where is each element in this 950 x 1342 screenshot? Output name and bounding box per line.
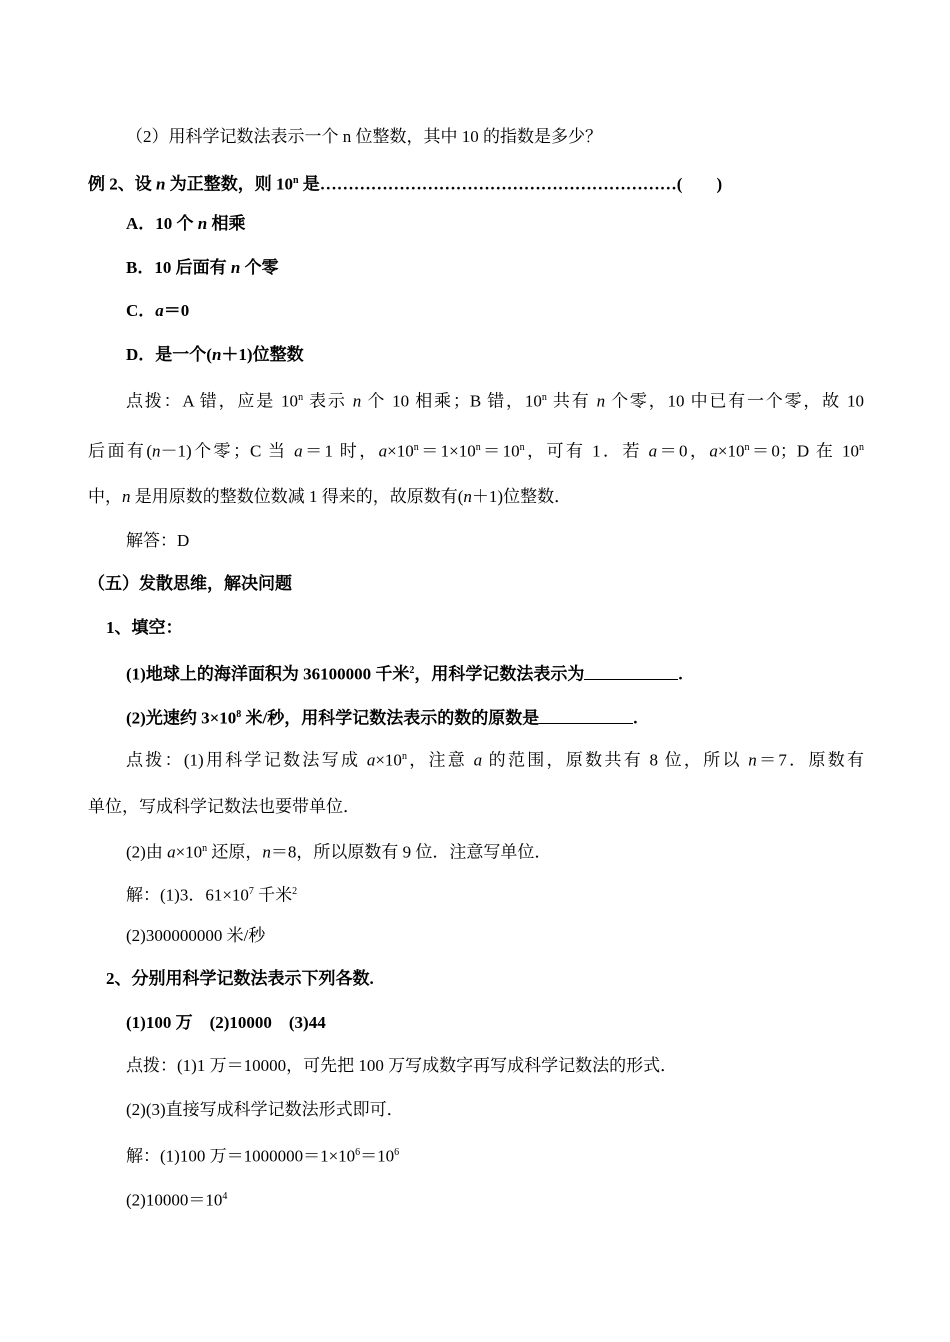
- problem-2-solution-1: 解：(1)100 万$=1000000=1\times 10^6=10^6$: [126, 1146, 400, 1166]
- answer-line: 解答：D: [126, 531, 190, 550]
- problem-2-title: 2、分别用科学记数法表示下列各数.: [106, 969, 374, 988]
- problem-1-solution-2: (2)300000000 米/秒: [126, 926, 266, 945]
- problem-1-title: 1、填空：: [106, 618, 183, 637]
- problem-2-hint-1: 点拨：(1)1 万＝10000，可先把 100 万写成数字再写成科学记数法的形式．: [126, 1056, 678, 1075]
- problem-2-solution-2: $(2)10000=10^4$: [126, 1190, 228, 1210]
- answer-blank[interactable]: [539, 706, 633, 724]
- answer-blank[interactable]: [584, 662, 678, 680]
- question-2-line: （2）用科学记数法表示一个 n 位整数，其中 10 的指数是多少？: [126, 127, 602, 146]
- problem-2-items: (1)100 万 (2)10000 (3)44: [126, 1013, 326, 1032]
- hint-line-3: 中，n 是用原数的整数位数减 1 得来的，故原数有(n＋1)位整数．: [88, 487, 572, 506]
- hint-line-2: 后面有(n－1)个零；C 当 a＝1 时，$a\times 10^n=1\times 10^n=10^n$，可有 1．若 a＝0，$a\times 10^n=0$；D 在 10$^n$: [88, 441, 865, 461]
- problem-1-hint-2: (2)由 $a\times 10^n$ 还原，n＝8，所以原数有 9 位．注意写单位．: [126, 842, 552, 862]
- option-c: C．a＝0: [126, 301, 190, 320]
- option-d: D．是一个(n＋1)位整数: [126, 345, 304, 364]
- example-2-stem: 例 2、设 n 为正整数，则 10$^n$ 是………………………………………………………( ): [88, 174, 723, 194]
- hint-line-1: 点拨：A 错，应是 10$^n$ 表示 n 个 10 相乘；B 错，10$^n$ 共有 n 个零，10 中已有一个零，故 10: [126, 391, 865, 411]
- problem-2-hint-2: (2)(3)直接写成科学记数法形式即可．: [126, 1100, 404, 1119]
- problem-1-question-1: (1)地球上的海洋面积为 36100000 千米$^2$，用科学记数法表示为 .: [126, 659, 683, 687]
- option-b: B．10 后面有 n 个零: [126, 258, 279, 277]
- problem-1-hint-line-2: 单位，写成科学记数法也要带单位．: [88, 797, 360, 816]
- problem-1-hint-line-1: 点拨：(1)用科学记数法写成 $a\times 10^n$，注意 a 的范围，原数共有 8 位，所以 n＝7．原数有: [126, 750, 865, 770]
- problem-1-question-2: (2)光速约 $3\times 10^8$ 米/秒，用科学记数法表示的数的原数是 .: [126, 703, 638, 731]
- section-5-heading: （五）发散思维，解决问题: [88, 574, 292, 593]
- problem-1-solution-1: 解：(1)3．$61\times 10^7$ 千米$^2$: [126, 885, 298, 905]
- option-a: A．10 个 n 相乘: [126, 214, 246, 233]
